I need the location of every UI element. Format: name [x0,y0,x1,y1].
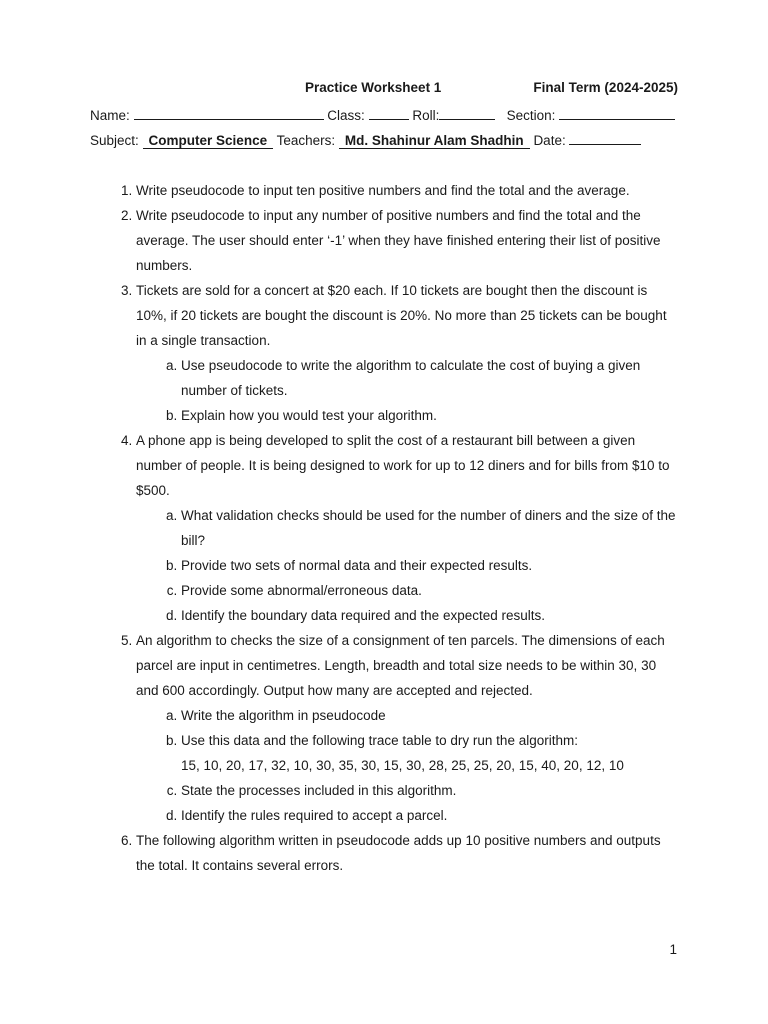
page-number: 1 [669,942,677,957]
subquestion-list [136,353,680,428]
class-blank[interactable] [369,106,409,120]
question-list-container [90,178,680,878]
date-blank[interactable] [569,131,641,145]
student-info-row [90,106,678,123]
question-item [136,178,680,203]
section-blank[interactable] [559,106,675,120]
name-blank[interactable] [134,106,324,120]
class-label: Class: [327,108,365,123]
question-text: A phone app is being developed to split the cost of a restaurant bill between a given number of people. It is being designed to work for up to 12 diners and for bills from $10 to $500. [136,433,670,498]
subquestion-list [136,503,680,628]
subquestion-text: Use this data and the following trace table to dry run the algorithm: [181,733,578,748]
teachers-value: Md. Shahinur Alam Shadhin [339,133,530,149]
question-list [90,178,680,878]
question-text: The following algorithm written in pseudocode adds up 10 positive numbers and outputs the total. It contains several errors. [136,833,661,873]
name-label: Name: [90,108,130,123]
worksheet-title: Practice Worksheet 1 [305,80,442,95]
question-item [136,203,680,278]
subquestion-item: a. Use pseudocode to write the algorithm to calculate the cost of buying a given number of tickets. [181,353,680,403]
subquestion-item: d. Identify the boundary data required and the expected results. [181,603,680,628]
title-row [90,80,678,100]
question-item [136,828,680,878]
subject-value: Computer Science [143,133,274,149]
teachers-label: Teachers: [276,133,336,148]
subquestion-list [136,703,680,828]
question-text: Tickets are sold for a concert at $20 each. If 10 tickets are bought then the discount is 10%, if 20 tickets are bought the discount is 20%. No more than 25 tickets can be bought in a single transaction. [136,283,667,348]
subquestion-item: a. What validation checks should be used for the number of diners and the size of the bill? [181,503,680,553]
question-item [136,278,680,428]
subquestion-item [181,728,680,778]
section-label: Section: [506,108,556,123]
subject-label: Subject: [90,133,139,148]
date-label: Date: [533,133,566,148]
question-text: An algorithm to checks the size of a consignment of ten parcels. The dimensions of each parcel are input in centimetres. Length, breadth and total size needs to be within 30, 30 and 600 accordingly. Output how many are accepted and rejected. [136,633,665,698]
roll-label: Roll: [412,108,440,123]
subquestion-item: b. Explain how you would test your algorithm. [181,403,680,428]
subject-info-row [90,131,678,149]
subquestion-item: c. State the processes included in this algorithm. [181,778,680,803]
question-item [136,428,680,628]
term-label: Final Term (2024-2025) [533,80,678,95]
roll-blank[interactable] [439,106,495,120]
question-text: Write pseudocode to input ten positive numbers and find the total and the average. [136,183,630,198]
trace-data-line: 15, 10, 20, 17, 32, 10, 30, 35, 30, 15, 30, 28, 25, 25, 20, 15, 40, 20, 12, 10 [181,758,624,773]
subquestion-item: b. Provide two sets of normal data and their expected results. [181,553,680,578]
subquestion-item: a. Write the algorithm in pseudocode [181,703,680,728]
question-text: Write pseudocode to input any number of positive numbers and find the total and the average. The user should enter ‘-1’ when they have finished entering their list of positive numbers. [136,208,661,273]
question-item [136,628,680,828]
subquestion-item: d. Identify the rules required to accept a parcel. [181,803,680,828]
subquestion-item: c. Provide some abnormal/erroneous data. [181,578,680,603]
